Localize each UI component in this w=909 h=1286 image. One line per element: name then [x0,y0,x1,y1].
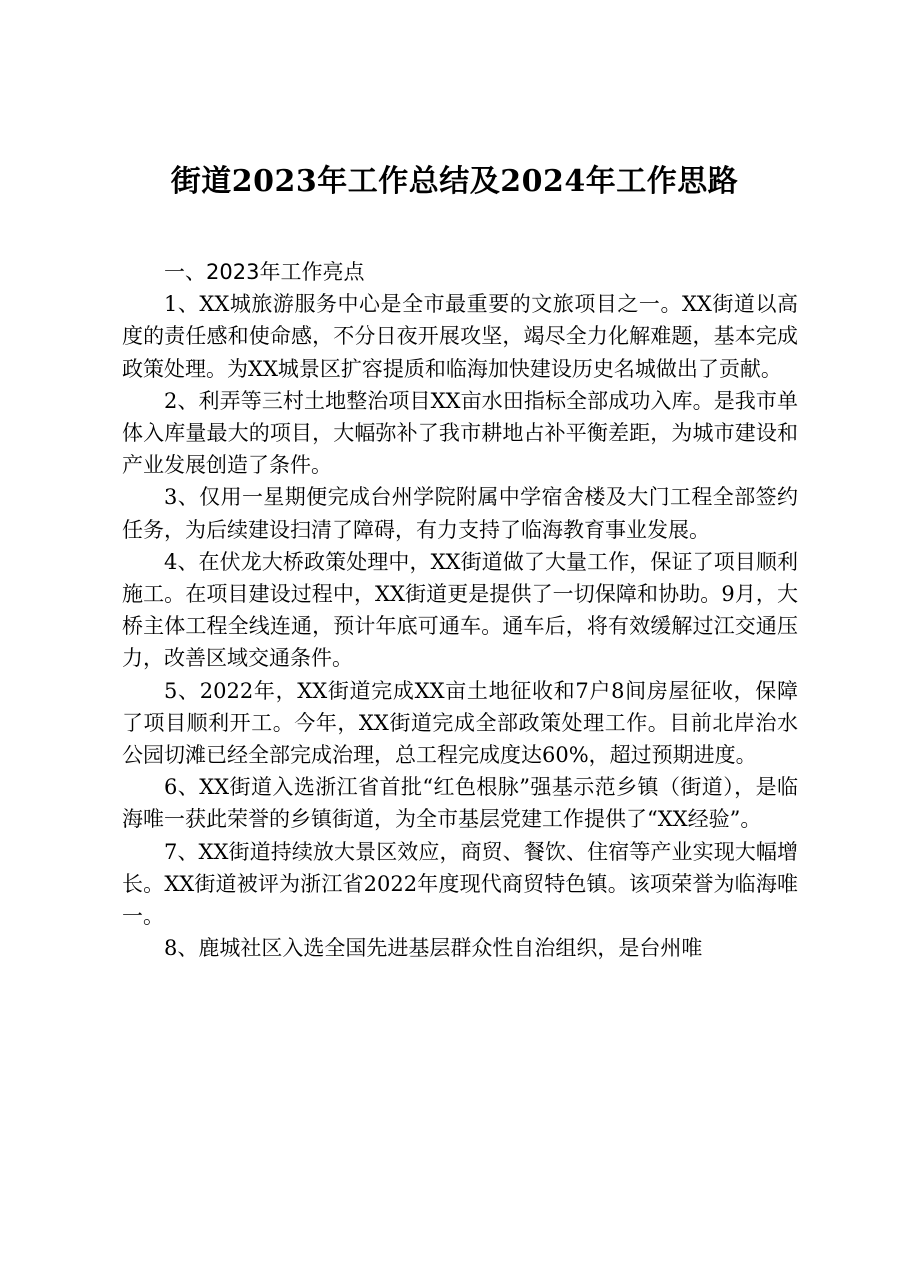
paragraph-8: 8、鹿城社区入选全国先进基层群众性自治组织，是台州唯 [164,936,703,961]
paragraph-2: 2、利弄等三村土地整治项目XX亩水田指标全部成功入库。是我市单体入库量最大的项目，大幅弥补了我市耕地占补平衡差距，为城市建设和产业发展创造了条件。 [122,388,798,478]
paragraph-7: 7、XX街道持续放大景区效应，商贸、餐饮、住宿等产业实现大幅增长。XX街道被评为浙江省2022年度现代商贸特色镇。该项荣誉为临海唯一。 [122,839,798,929]
document-body [122,256,798,964]
document-title: 街道2023年工作总结及2024年工作思路 [170,164,739,199]
paragraph-4: 4、在伏龙大桥政策处理中，XX街道做了大量工作，保证了项目顺利施工。在项目建设过程中，XX街道更是提供了一切保障和协助。9月，大桥主体工程全线连通，预计年底可通车。通车后，将有效缓解过江交通压力，改善区域交通条件。 [122,549,798,671]
paragraph-1: 1、XX城旅游服务中心是全市最重要的文旅项目之一。XX街道以高度的责任感和使命感，不分日夜开展攻坚，竭尽全力化解难题，基本完成政策处理。为XX城景区扩容提质和临海加快建设历史名城做出了贡献。 [122,292,798,381]
paragraph-6: 6、XX街道入选浙江省首批“红色根脉”强基示范乡镇（街道），是临海唯一获此荣誉的乡镇街道，为全市基层党建工作提供了“XX经验”。 [122,775,798,832]
paragraph-3: 3、仅用一星期便完成台州学院附属中学宿舍楼及大门工程全部签约任务，为后续建设扫清了障碍，有力支持了临海教育事业发展。 [122,485,798,542]
paragraph-5: 5、2022年，XX街道完成XX亩土地征收和7户8间房屋征收，保障了项目顺利开工。今年，XX街道完成全部政策处理工作。目前北岸治水公园切滩已经全部完成治理，总工程完成度达60%，超过预期进度。 [122,678,798,768]
section-heading: 一、2023年工作亮点 [164,260,365,284]
